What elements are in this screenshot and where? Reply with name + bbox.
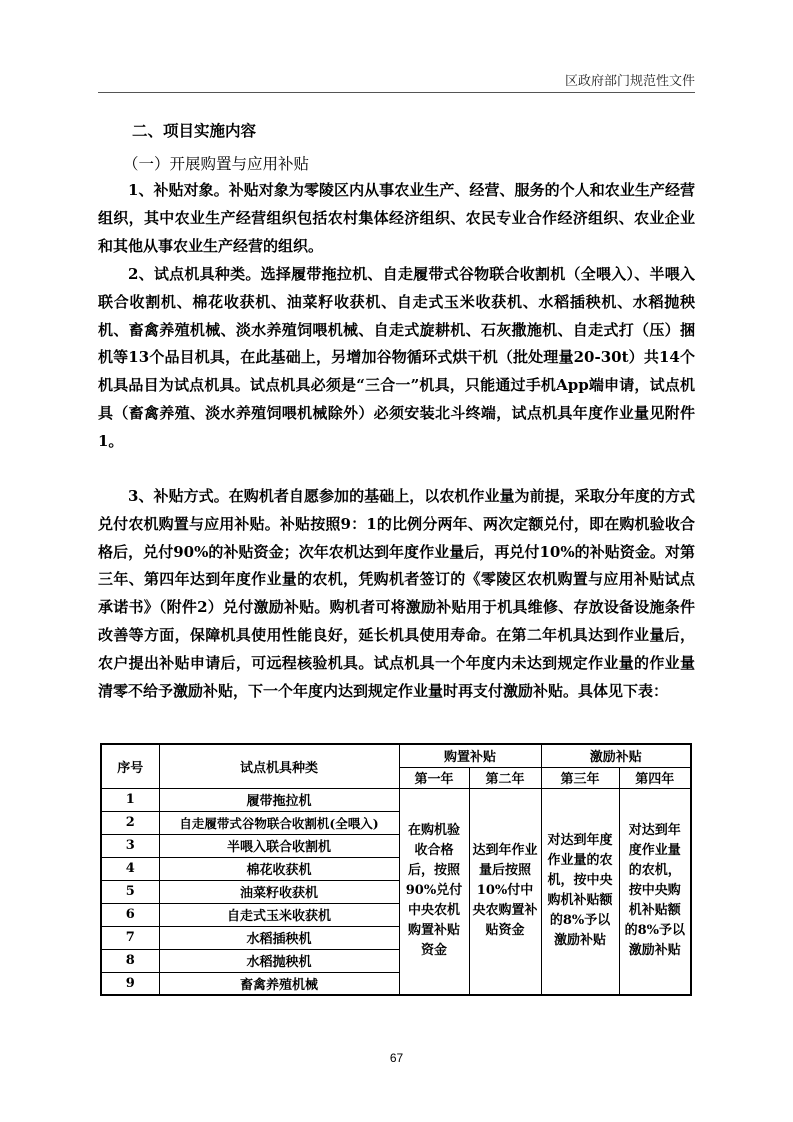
row-machinery-type: 履带拖拉机: [159, 788, 399, 811]
year1-subsidy-cell: 在购机验收合格后，按照90%兑付中央农机购置补贴资金: [399, 788, 469, 995]
header-year-3: 第三年: [541, 767, 619, 788]
header-incentive-subsidy: 激励补贴: [541, 744, 691, 767]
row-machinery-type: 半喂入联合收割机: [159, 834, 399, 857]
row-seq: 4: [101, 857, 159, 880]
header-machinery-type: 试点机具种类: [159, 744, 399, 788]
paragraph-subsidy-method: 3、补贴方式。在购机者自愿参加的基础上，以农机作业量为前提，采取分年度的方式兑付农机购置与应用补贴。补贴按照9：1的比例分两年、两次定额兑付，即在购机验收合格后，兑付90%的补贴资金；次年农机达到年度作业量后，再兑付10%的补贴资金。对第三年、第四年达到年度作业量的农机，凭购机者签订的《零陵区农机购置与应用补贴试点承诺书》（附件2）兑付激励补贴。购机者可将激励补贴用于机具维修、存放设备设施条件改善等方面，保障机具使用性能良好，延长机具使用寿命。在第二年机具达到作业量后，农户提出补贴申请后，可远程核验机具。试点机具一个年度内未达到规定作业量的作业量清零不给予激励补贴，下一个年度内达到规定作业量时再支付激励补贴。具体见下表：: [98, 487, 695, 700]
row-seq: 3: [101, 834, 159, 857]
row-machinery-type: 水稻抛秧机: [159, 949, 399, 972]
row-machinery-type: 水稻插秧机: [159, 926, 399, 949]
row-seq: 2: [101, 811, 159, 834]
subsidy-table: [100, 743, 692, 996]
row-seq: 6: [101, 903, 159, 926]
header-seq: 序号: [101, 744, 159, 788]
row-machinery-type: 自走式玉米收获机: [159, 903, 399, 926]
year4-incentive-cell: 对达到年度作业量的农机，按中央购机补贴额的8%予以激励补贴: [619, 788, 691, 995]
document-category-header: 区政府部门规范性文件: [564, 74, 695, 89]
row-machinery-type: 自走履带式谷物联合收割机(全喂入): [159, 811, 399, 834]
row-machinery-type: 畜禽养殖机械: [159, 972, 399, 995]
paragraph-pilot-machinery-types: 2、试点机具种类。选择履带拖拉机、自走履带式谷物联合收割机（全喂入）、半喂入联合收割机、棉花收获机、油菜籽收获机、自走式玉米收获机、水稻插秧机、水稻抛秧机、畜禽养殖机械、淡水养殖饲喂机械、自走式旋耕机、石灰撒施机、自走式打（压）捆机等13个品目机具，在此基础上，另增加谷物循环式烘干机（批处理量20-30t）共14个机具品目为试点机具。试点机具必须是“三合一”机具，只能通过手机App端申请，试点机具（畜禽养殖、淡水养殖饲喂机械除外）必须安装北斗终端，试点机具年度作业量见附件1。: [98, 265, 695, 450]
row-seq: 8: [101, 949, 159, 972]
header-purchase-subsidy: 购置补贴: [399, 744, 541, 767]
year2-subsidy-cell: 达到年作业量后按照10%付中央农购置补贴资金: [469, 788, 541, 995]
row-machinery-type: 油菜籽收获机: [159, 880, 399, 903]
row-seq: 1: [101, 788, 159, 811]
header-rule: [98, 92, 695, 93]
row-seq: 9: [101, 972, 159, 995]
row-seq: 5: [101, 880, 159, 903]
paragraph-subsidy-target: 1、补贴对象。补贴对象为零陵区内从事农业生产、经营、服务的个人和农业生产经营组织，其中农业生产经营组织包括农村集体经济组织、农民专业合作经济组织、农业企业和其他从事农业生产经营的组织。: [98, 181, 695, 255]
page-number: 67: [389, 1051, 404, 1065]
subsection-title: （一）开展购置与应用补贴: [123, 155, 310, 173]
header-year-1: 第一年: [399, 767, 469, 788]
header-year-2: 第二年: [469, 767, 541, 788]
row-seq: 7: [101, 926, 159, 949]
row-machinery-type: 棉花收获机: [159, 857, 399, 880]
year3-incentive-cell: 对达到年度作业量的农机，按中央购机补贴额的8%予以激励补贴: [541, 788, 619, 995]
section-title: 二、项目实施内容: [132, 121, 257, 140]
header-year-4: 第四年: [619, 767, 691, 788]
